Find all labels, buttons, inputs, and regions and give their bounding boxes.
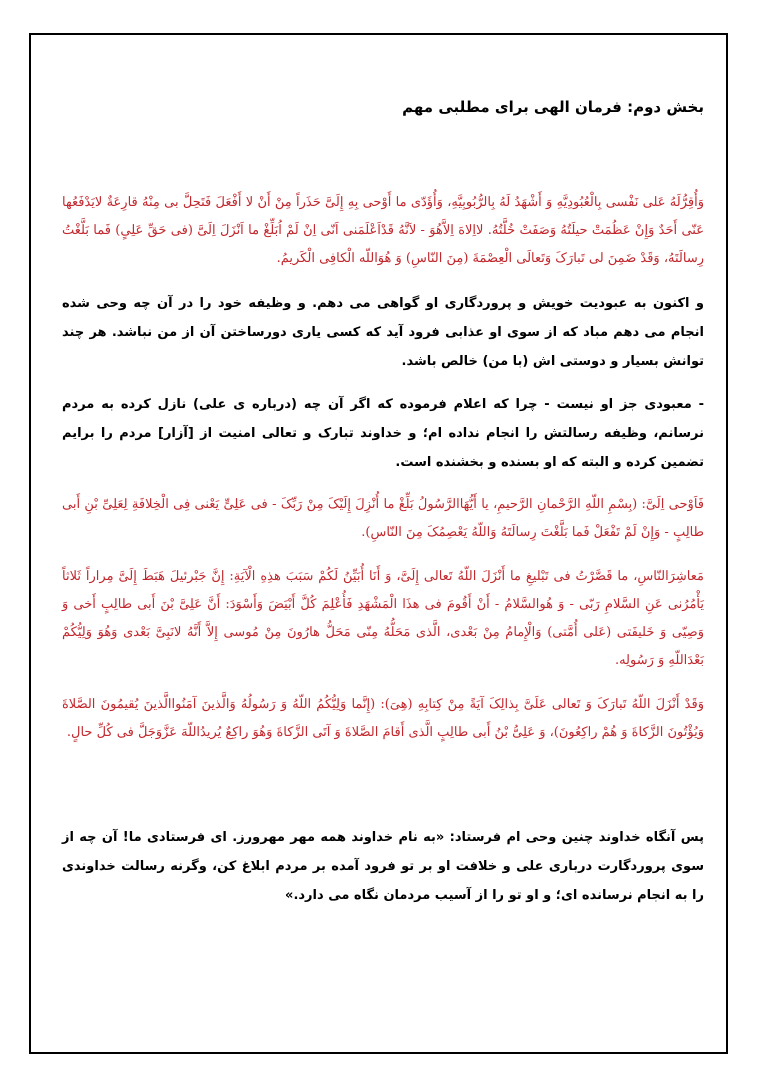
- persian-paragraph-1: و اکنون به عبودیت خویش و پروردگاری او گواهی می دهم. و وظیفه خود را در آن چه وحی شده انجام می دهم مباد که از سوی او عذابی فرود آید که کسی یاری دورساختن آن از من نباشد. هر چند توانش بسیار و دوستی اش (با من) خالص باشد.: [62, 296, 704, 369]
- arabic-paragraph-2: فَاَوْحی اِلَیَّ: (بِسْمِ اللّهِ الرَّحْمانِ الرَّحیمِ، یا أَیُّهَاالرَّسُولُ بَلِّغْ ما أُنْزِلَ إِلَیْکَ مِنْ رَبِّکَ - فی عَلِیٍّ یَعْنی فِی الْخِلافَةِ لِعَلِیِّ بْنِ أَبی طالِبٍ - وَإِنْ لَمْ تَفْعَلْ فَما بَلَّغْتَ رِسالَتَهُ وَاللّهُ یَعْصِمُکَ مِنَ النّاسِ).: [62, 497, 704, 540]
- arabic-paragraph-4: وَقَدْ أَنْزَلَ اللّهُ تَبارَکَ وَ تَعالی عَلَیَّ بِذالِکَ آیَةً مِنْ کِتابِهِ (هِیَ): (إِنَّما وَلِیُّکُمُ اللّهُ وَ رَسُولُهُ وَالَّذینَ آمَنُواالَّذینَ یُقیمُونَ الصَّلاةَ وَیُؤْتُونَ الزَّکاةَ وَ هُمْ راکِعُونَ)، وَ عَلِیُّ بْنُ أَبی طالِبٍ الَّذی أَقامَ الصَّلاةَ وَ آتَی الزَّکاةَ وَهُوَ راکِعٌ یُریدُاللّهَ عَزَّوَجَلَّ فی کُلِّ حالٍ.: [62, 697, 704, 740]
- arabic-paragraph-1: وَأُقِرُّلَهُ عَلی نَفْسی بِالْعُبُودِیَّهِ وَ أَشْهَدُ لَهُ بِالرُّبُوبِیَّهِ، وَأُؤَدّی ما أَوْحی بِهِ إِلَیَّ حَذَراً مِنْ أَنْ لا أَفْعَلَ فَتَحِلَّ بی مِنْهُ قارِعَةٌ لایَدْفَعُها عَنّی أَحَدٌ وَإِنْ عَظُمَتْ حیلَتُهُ وَصَفَتْ خُلَّتُهُ. لااِلاهَ اِلاَّهُوَ - لاَنَّهُ قَدْاَعْلَمَنی اَنّی اِنْ لَمْ اُبَلِّغْ ما اَنْزَلَ اِلَیَّ (فی حَقِّ عَلِیٍ) فَما بَلَّغْتُ رِسالَتَهُ، وَقَدْ ضَمِنَ لی تَبارَکَ وَتَعالَی الْعِصْمَةَ (مِنَ النّاسِ) وَ هُوَاللّه الْکافِی الْکَریمُ.: [62, 195, 704, 266]
- arabic-paragraph-3: مَعاشِرَالنّاسِ، ما قَصَّرْتُ فی تَبْلیغِ ما أَنْزَلَ اللّهُ تَعالی إِلَیَّ، وَ أَنَا أُبَیِّنُ لَکُمْ سَبَبَ هذِهِ الْآیَةِ: إِنَّ جَبْرئیلَ هَبَطَ إِلَیَّ مِراراً ثَلاثاً یَأْمُرُنی عَنِ السَّلامِ رَبّی - وَ هُوالسَّلامُ - أَنْ أَقُومَ فی هذَا الْمَشْهَدِ فَأُعْلِمَ کُلَّ أَبْیَضَ وَأَسْوَدَ: أَنَّ عَلِیَّ بْنَ أَبی طالِبٍ أَخی وَ وَصِیّی وَ خَلیفَتی (عَلی أُمَّتی) وَالْإِمامُ مِنْ بَعْدی، الَّذی مَحَلُّهُ مِنّی مَحَلُّ هارُونَ مِنْ مُوسی إِلاَّ أَنَّهُ لانَبِیَّ بَعْدی وَهُوَ وَلِیُّکُمْ بَعْدَاللّهِ وَ رَسُولِه.: [62, 569, 704, 668]
- section-heading: بخش دوم: فرمان الهی برای مطلبی مهم: [402, 98, 704, 116]
- persian-paragraph-2: - معبودی جز او نیست - چرا که اعلام فرموده که اگر آن چه (درباره ی علی) نازل کرده به مردم نرسانم، وظیفه رسالتش را انجام نداده ام؛ و خداوند تبارک و تعالی امنیت از [آزار] مردم را برایم تضمین کرده و البته که او بسنده و بخشنده است.: [62, 397, 704, 470]
- document-body: [62, 95, 704, 924]
- persian-paragraph-3: پس آنگاه خداوند چنین وحی ام فرستاد: «به نام خداوند همه مهر مهرورز. ای فرستادی ما! آن چه از سوی پروردگارت درباری علی و خلافت او بر تو فرود آمده بر مردم ابلاغ کن، وگرنه رسالت خداوندی را به انجام نرسانده ای؛ و او تو را از آسیب مردمان نگاه می دارد.»: [62, 830, 704, 903]
